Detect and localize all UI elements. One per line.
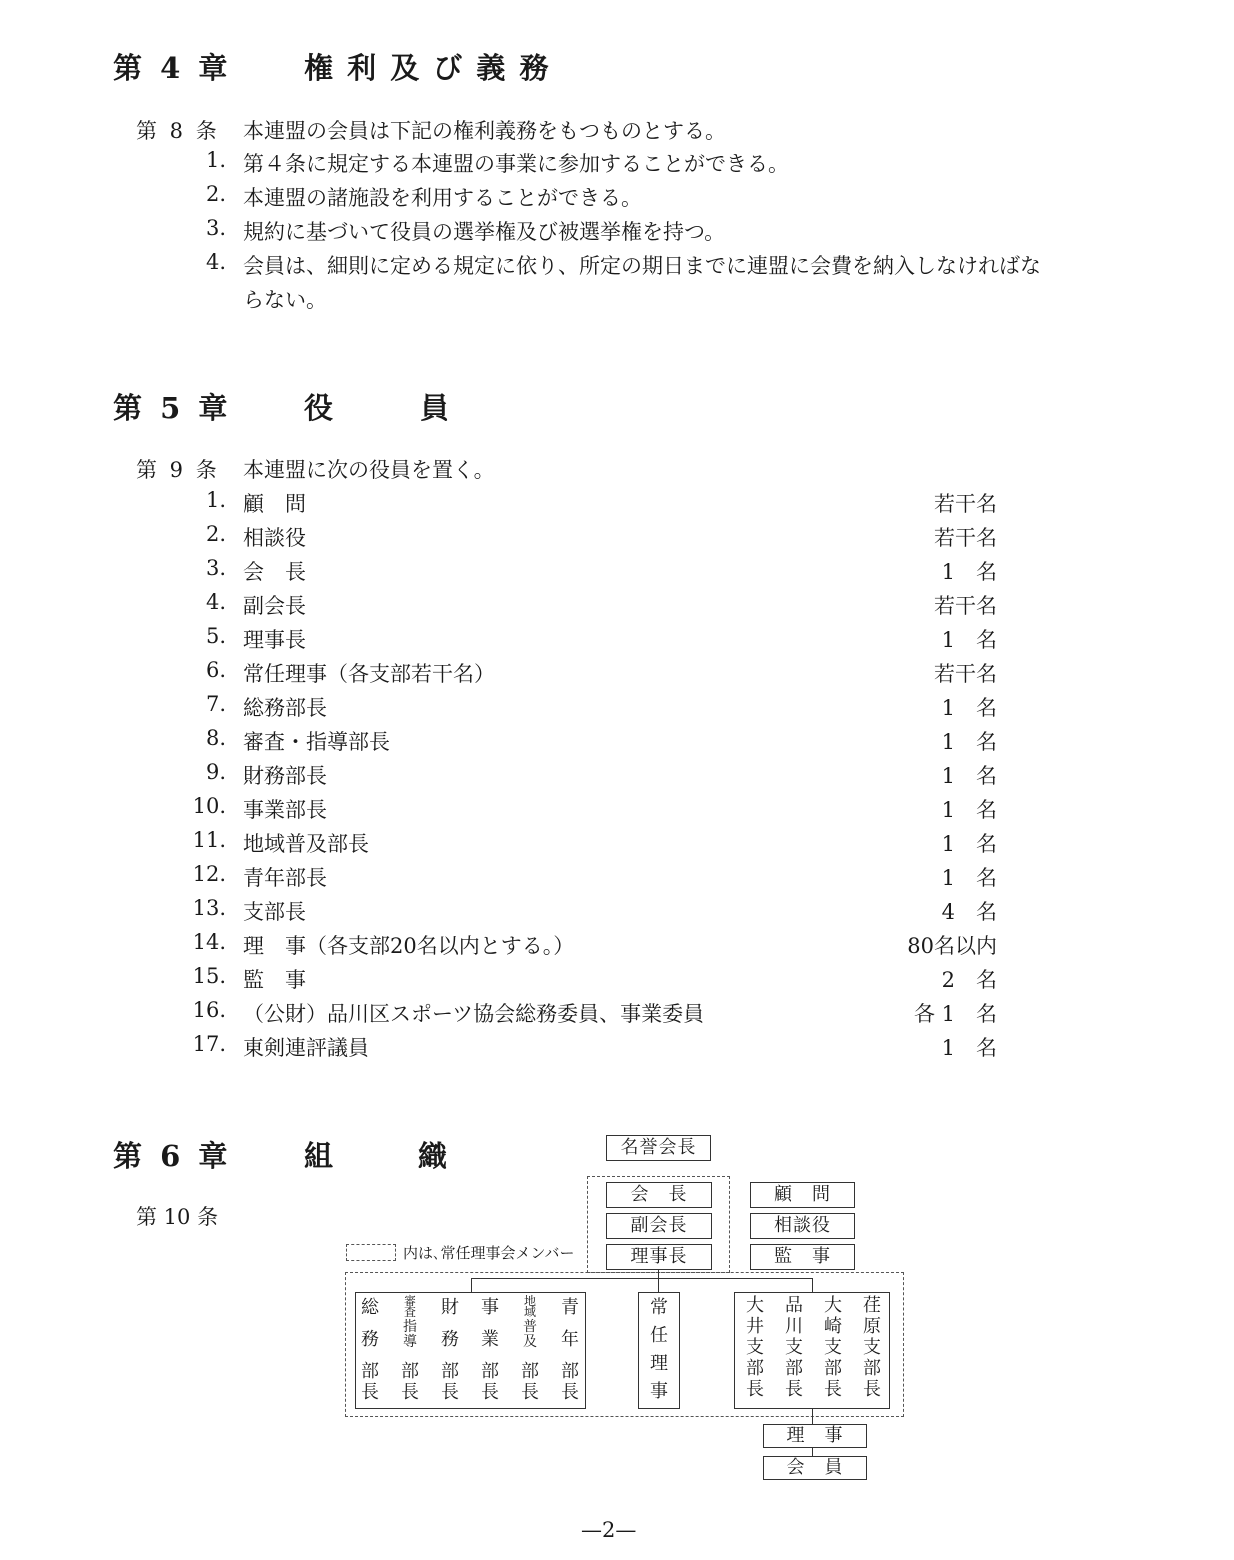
officer-count: 若干名 bbox=[934, 526, 997, 550]
branch-char: 部 bbox=[863, 1358, 881, 1379]
department-label-cho: 長 bbox=[481, 1382, 499, 1403]
rights-item-text: 会員は、細則に定める規定に依り、所定の期日までに連盟に会費を納入しなければな bbox=[243, 254, 1041, 278]
officer-count: 各 1 名 bbox=[913, 1002, 997, 1026]
officer-role: 副会長 bbox=[243, 594, 306, 618]
branch-char: 部 bbox=[746, 1358, 764, 1379]
officer-role: 審査・指導部長 bbox=[243, 730, 390, 754]
department-name-mid: 務 bbox=[441, 1329, 459, 1350]
standing-directors-char: 常 bbox=[650, 1297, 668, 1318]
department-name-mid: 年 bbox=[561, 1329, 579, 1350]
officer-number: 6. bbox=[205, 658, 226, 682]
department-name-top: 審 査 bbox=[403, 1294, 416, 1319]
officer-number: 13. bbox=[192, 896, 226, 920]
officer-number: 12. bbox=[192, 862, 226, 886]
branch-char: 荏 bbox=[863, 1295, 881, 1316]
officer-number: 11. bbox=[192, 828, 226, 852]
department-label-bu: 部 bbox=[561, 1361, 579, 1382]
officer-count: 1 名 bbox=[941, 560, 997, 584]
branch-char: 支 bbox=[746, 1337, 764, 1358]
department-name-mid: 務 bbox=[361, 1329, 379, 1350]
department-label-bu: 部 bbox=[361, 1361, 379, 1382]
rights-item-text: 本連盟の諸施設を利用することができる。 bbox=[243, 186, 642, 210]
officer-count: 1 名 bbox=[941, 1036, 997, 1060]
rights-item-number: 1. bbox=[205, 148, 226, 172]
chapter-4-heading: 第 4 章 bbox=[113, 51, 232, 85]
officer-count: 1 名 bbox=[941, 832, 997, 856]
chapter-5-heading: 第 5 章 bbox=[113, 391, 232, 425]
rights-item-number: 2. bbox=[205, 182, 226, 206]
chairman-box: 理事長 bbox=[606, 1244, 712, 1270]
branch-char: 川 bbox=[785, 1316, 803, 1337]
connector-branches bbox=[812, 1278, 813, 1292]
article-8-lead: 本連盟の会員は下記の権利義務をもつものとする。 bbox=[243, 119, 726, 143]
officer-role: 会 長 bbox=[243, 560, 306, 584]
officer-number: 7. bbox=[205, 692, 226, 716]
officer-count: 1 名 bbox=[941, 628, 997, 652]
article-9-lead: 本連盟に次の役員を置く。 bbox=[243, 458, 495, 482]
article-9-label: 第 9 条 bbox=[136, 458, 220, 482]
officer-count: 1 名 bbox=[941, 866, 997, 890]
department-label-bu: 部 bbox=[441, 1361, 459, 1382]
department-name-top: 地 域 bbox=[523, 1294, 536, 1319]
officer-role: 理 事（各支部20名以内とする。） bbox=[243, 934, 575, 958]
officer-role: 地域普及部長 bbox=[243, 832, 369, 856]
rights-item-number: 4. bbox=[205, 250, 226, 274]
members-box: 会 員 bbox=[763, 1456, 867, 1480]
standing-directors-char: 任 bbox=[650, 1325, 668, 1346]
officer-role: 青年部長 bbox=[243, 866, 327, 890]
officer-role: 相談役 bbox=[243, 526, 306, 550]
department-name-mid: 普 及 bbox=[523, 1319, 537, 1350]
department-name-mid: 業 bbox=[481, 1329, 499, 1350]
department-label-bu: 部 bbox=[521, 1361, 539, 1382]
rights-item-number: 3. bbox=[205, 216, 226, 240]
officer-number: 15. bbox=[192, 964, 226, 988]
legend-dashed-swatch bbox=[346, 1244, 396, 1261]
honorary-president-box: 名誉会長 bbox=[606, 1135, 711, 1161]
standing-directors-char: 事 bbox=[650, 1381, 668, 1402]
department-label-cho: 長 bbox=[441, 1382, 459, 1403]
branch-char: 井 bbox=[746, 1316, 764, 1337]
chapter-5-title: 役 員 bbox=[304, 391, 450, 425]
branch-char: 支 bbox=[824, 1337, 842, 1358]
advisor-box: 顧 問 bbox=[750, 1182, 855, 1208]
branch-char: 部 bbox=[785, 1358, 803, 1379]
rights-item-text: 第４条に規定する本連盟の事業に参加することができる。 bbox=[243, 152, 789, 176]
department-label-cho: 長 bbox=[361, 1382, 379, 1403]
officer-count: 2 名 bbox=[941, 968, 997, 992]
branch-char: 長 bbox=[863, 1379, 881, 1400]
officer-number: 8. bbox=[205, 726, 226, 750]
counselor-box: 相談役 bbox=[750, 1213, 855, 1239]
department-name-top: 財 bbox=[441, 1297, 459, 1318]
officer-number: 16. bbox=[192, 998, 226, 1022]
department-name-top: 事 bbox=[481, 1297, 499, 1318]
officer-count: 4 名 bbox=[941, 900, 997, 924]
connector-to-members bbox=[812, 1448, 813, 1456]
officer-count: 1 名 bbox=[941, 798, 997, 822]
officer-role: （公財）品川区スポーツ協会総務委員、事業委員 bbox=[243, 1002, 705, 1026]
department-heads-box bbox=[355, 1292, 586, 1409]
connector-chair-down bbox=[658, 1270, 659, 1292]
branch-char: 長 bbox=[824, 1379, 842, 1400]
officer-count: 若干名 bbox=[934, 662, 997, 686]
officer-role: 東剣連評議員 bbox=[243, 1036, 369, 1060]
officer-number: 2. bbox=[205, 522, 226, 546]
branch-char: 長 bbox=[785, 1379, 803, 1400]
officer-number: 10. bbox=[192, 794, 226, 818]
chapter-6-heading: 第 6 章 bbox=[113, 1139, 232, 1173]
branch-char: 大 bbox=[746, 1295, 764, 1316]
officer-number: 3. bbox=[205, 556, 226, 580]
department-name-mid: 指 導 bbox=[403, 1319, 417, 1350]
officer-count: 80名以内 bbox=[907, 934, 997, 958]
officer-count: 1 名 bbox=[941, 730, 997, 754]
branch-char: 大 bbox=[824, 1295, 842, 1316]
chapter-6-title-a: 組 bbox=[304, 1139, 334, 1173]
rights-item-4-cont: らない。 bbox=[243, 288, 327, 312]
officer-role: 総務部長 bbox=[243, 696, 327, 720]
branch-char: 品 bbox=[785, 1295, 803, 1316]
officer-role: 事業部長 bbox=[243, 798, 327, 822]
branch-char: 部 bbox=[824, 1358, 842, 1379]
department-label-bu: 部 bbox=[481, 1361, 499, 1382]
auditor-box: 監 事 bbox=[750, 1244, 855, 1270]
officer-count: 1 名 bbox=[941, 764, 997, 788]
chapter-6-title-b: 織 bbox=[418, 1139, 448, 1173]
branch-char: 原 bbox=[863, 1316, 881, 1337]
rights-item-text: 規約に基づいて役員の選挙権及び被選挙権を持つ。 bbox=[243, 220, 726, 244]
officer-number: 17. bbox=[192, 1032, 226, 1056]
officer-role: 理事長 bbox=[243, 628, 306, 652]
department-label-cho: 長 bbox=[521, 1382, 539, 1403]
connector-horizontal bbox=[471, 1278, 813, 1279]
department-label-cho: 長 bbox=[561, 1382, 579, 1403]
legend-text: 内は､常任理事会メンバー bbox=[403, 1244, 575, 1262]
president-box: 会 長 bbox=[606, 1182, 712, 1208]
officer-number: 1. bbox=[205, 488, 226, 512]
officer-number: 4. bbox=[205, 590, 226, 614]
chapter-4-title: 権 利 及 び 義 務 bbox=[304, 51, 551, 85]
article-10-label: 第 10 条 bbox=[136, 1205, 219, 1229]
officer-role: 支部長 bbox=[243, 900, 306, 924]
officer-count: 若干名 bbox=[934, 594, 997, 618]
standing-directors-char: 理 bbox=[650, 1353, 668, 1374]
connector-to-directors bbox=[812, 1408, 813, 1424]
officer-count: 若干名 bbox=[934, 492, 997, 516]
department-name-top: 青 bbox=[561, 1297, 579, 1318]
officer-number: 14. bbox=[192, 930, 226, 954]
department-name-top: 総 bbox=[361, 1297, 379, 1318]
officer-role: 監 事 bbox=[243, 968, 306, 992]
connector-depts bbox=[471, 1278, 472, 1292]
department-label-cho: 長 bbox=[401, 1382, 419, 1403]
directors-box: 理 事 bbox=[763, 1424, 867, 1448]
officer-role: 常任理事（各支部若干名） bbox=[243, 662, 495, 686]
department-label-bu: 部 bbox=[401, 1361, 419, 1382]
officer-number: 9. bbox=[205, 760, 226, 784]
branch-char: 長 bbox=[746, 1379, 764, 1400]
branch-char: 支 bbox=[863, 1337, 881, 1358]
article-8-label: 第 8 条 bbox=[136, 119, 220, 143]
officer-number: 5. bbox=[205, 624, 226, 648]
officer-role: 顧 問 bbox=[243, 492, 306, 516]
vice-president-box: 副会長 bbox=[606, 1213, 712, 1239]
branch-char: 支 bbox=[785, 1337, 803, 1358]
officer-role: 財務部長 bbox=[243, 764, 327, 788]
branch-char: 崎 bbox=[824, 1316, 842, 1337]
officer-count: 1 名 bbox=[941, 696, 997, 720]
page-number: —2— bbox=[581, 1518, 637, 1542]
